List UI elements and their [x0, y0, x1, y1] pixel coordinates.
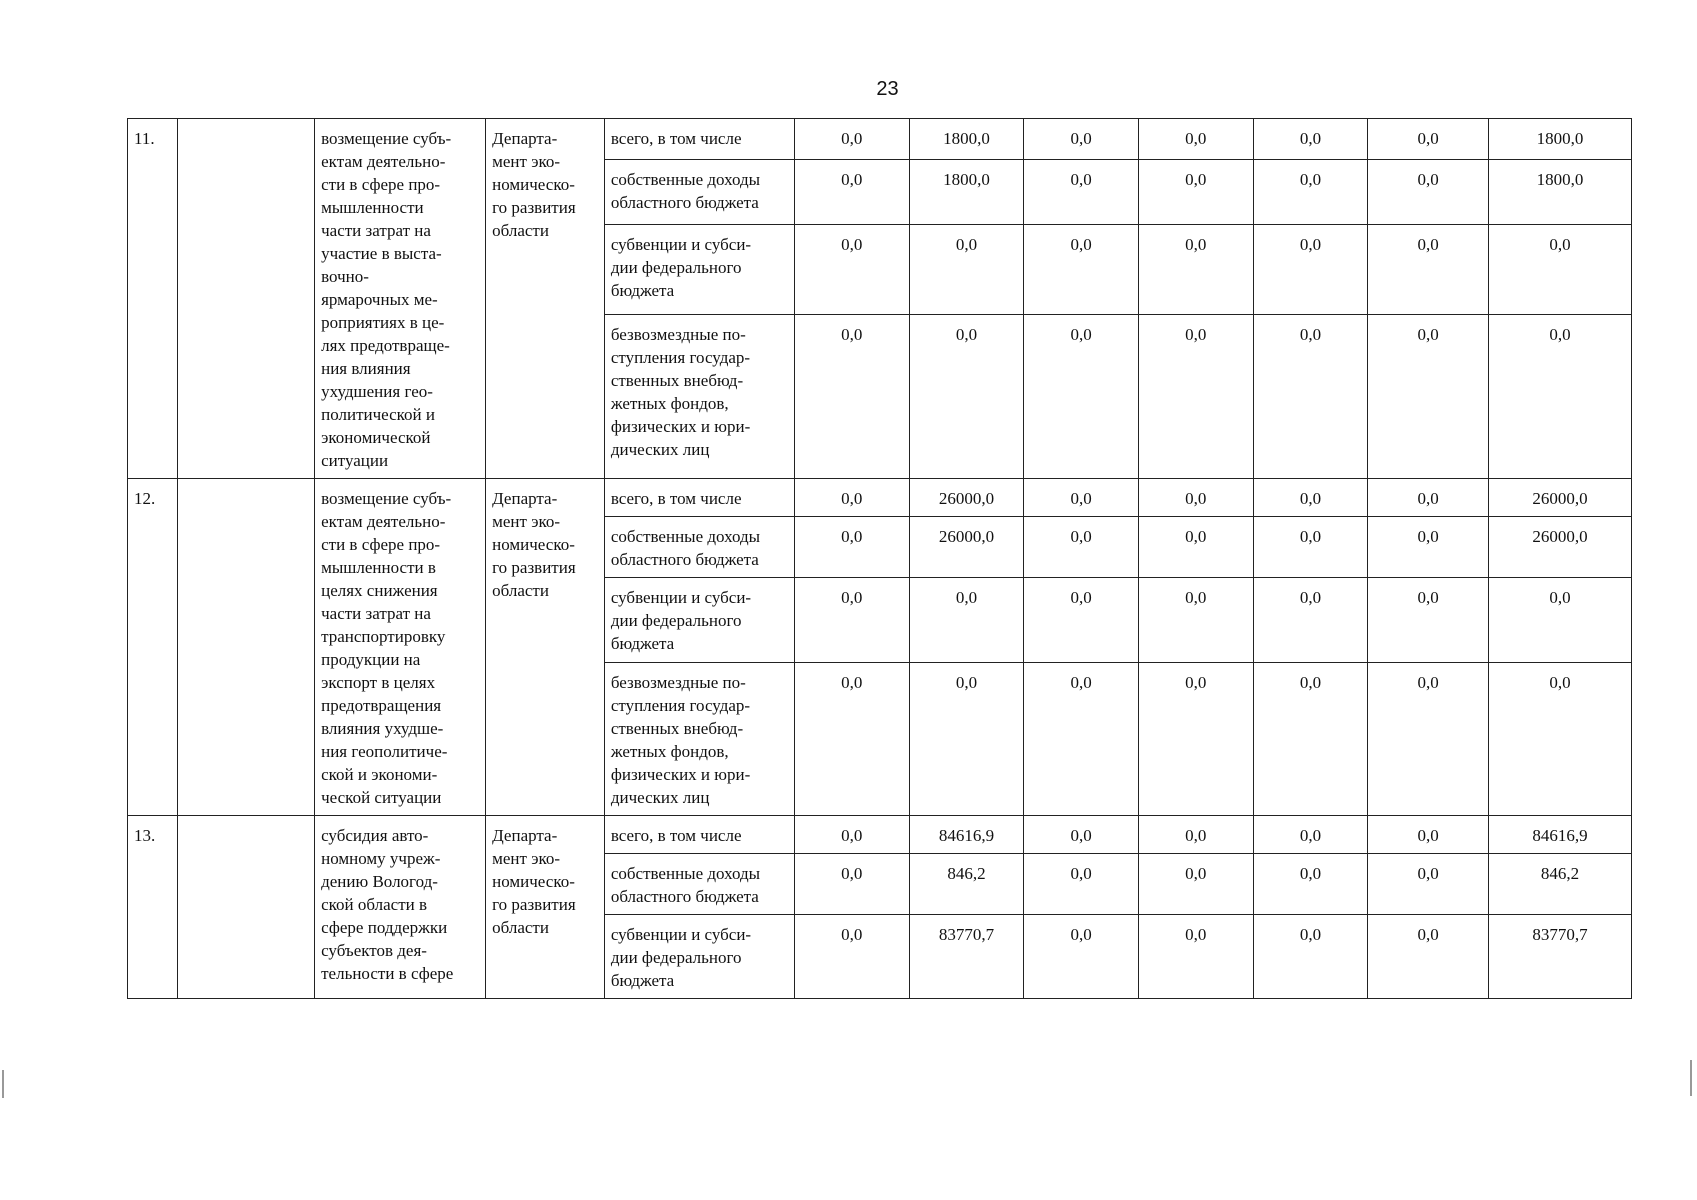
amount-cell: 0,0: [1253, 119, 1368, 160]
amount-cell: 0,0: [1024, 662, 1139, 815]
row-number: 11.: [128, 119, 178, 479]
measure-description: возмещение субъ- ектам деятельно- сти в сфере про- мышленности части затрат на участие в выста- вочно- ярмарочных ме- роприятиях в це- лях предотвраще- ния влияния ухудшения гео- политической и экономической ситуации: [315, 119, 486, 479]
table-row: [128, 119, 1632, 160]
amount-cell: 1800,0: [1489, 159, 1632, 224]
scan-edge-mark-right: [1690, 1060, 1692, 1096]
amount-cell: 0,0: [1024, 225, 1139, 315]
amount-cell: 0,0: [1368, 854, 1489, 915]
amount-cell: 0,0: [1253, 479, 1368, 517]
amount-cell: 0,0: [909, 315, 1024, 479]
amount-cell: 0,0: [794, 315, 909, 479]
amount-cell: 0,0: [1489, 315, 1632, 479]
amount-cell: 0,0: [1368, 159, 1489, 224]
empty-cell: [178, 119, 315, 479]
amount-cell: 0,0: [1024, 119, 1139, 160]
amount-cell: 0,0: [1138, 854, 1253, 915]
amount-cell: 0,0: [794, 578, 909, 662]
funding-source-label: всего, в том числе: [604, 119, 794, 160]
amount-cell: 0,0: [1138, 517, 1253, 578]
amount-cell: 0,0: [1138, 225, 1253, 315]
funding-source-label: субвенции и субси- дии федерального бюджета: [604, 225, 794, 315]
amount-cell: 0,0: [1253, 517, 1368, 578]
funding-source-label: собственные доходы областного бюджета: [604, 159, 794, 224]
amount-cell: 1800,0: [1489, 119, 1632, 160]
amount-cell: 1800,0: [909, 119, 1024, 160]
row-number: 13.: [128, 816, 178, 999]
amount-cell: 0,0: [1253, 159, 1368, 224]
funding-source-label: субвенции и субси- дии федерального бюджета: [604, 915, 794, 999]
amount-cell: 846,2: [909, 854, 1024, 915]
amount-cell: 0,0: [1253, 816, 1368, 854]
amount-cell: 83770,7: [1489, 915, 1632, 999]
table-row: [128, 816, 1632, 854]
amount-cell: 0,0: [1489, 225, 1632, 315]
amount-cell: 0,0: [1489, 662, 1632, 815]
responsible-department: Департа- мент эко- номическо- го развития области: [486, 479, 605, 816]
amount-cell: 0,0: [909, 225, 1024, 315]
responsible-department: Департа- мент эко- номическо- го развития области: [486, 816, 605, 999]
amount-cell: 0,0: [1368, 479, 1489, 517]
amount-cell: 0,0: [1024, 578, 1139, 662]
amount-cell: 0,0: [1253, 578, 1368, 662]
amount-cell: 0,0: [1138, 315, 1253, 479]
amount-cell: 83770,7: [909, 915, 1024, 999]
amount-cell: 26000,0: [909, 479, 1024, 517]
funding-source-label: субвенции и субси- дии федерального бюджета: [604, 578, 794, 662]
amount-cell: 0,0: [1138, 816, 1253, 854]
amount-cell: 0,0: [1138, 578, 1253, 662]
row-number: 12.: [128, 479, 178, 816]
amount-cell: 0,0: [1368, 578, 1489, 662]
amount-cell: 0,0: [1368, 915, 1489, 999]
funding-source-label: всего, в том числе: [604, 479, 794, 517]
scan-edge-mark-left: [2, 1070, 4, 1098]
amount-cell: 0,0: [794, 119, 909, 160]
amount-cell: 0,0: [794, 159, 909, 224]
amount-cell: 0,0: [1253, 915, 1368, 999]
amount-cell: 26000,0: [1489, 517, 1632, 578]
measure-description: возмещение субъ- ектам деятельно- сти в сфере про- мышленности в целях снижения части затрат на транспортировку продукции на экспорт в целях предотвращения влияния ухудше- ния геополитиче- ской и экономи- ческой ситуации: [315, 479, 486, 816]
amount-cell: 0,0: [1024, 479, 1139, 517]
amount-cell: 0,0: [1024, 816, 1139, 854]
table-row: [128, 479, 1632, 517]
amount-cell: 0,0: [1138, 915, 1253, 999]
amount-cell: 0,0: [1368, 662, 1489, 815]
amount-cell: 846,2: [1489, 854, 1632, 915]
amount-cell: 0,0: [794, 915, 909, 999]
amount-cell: 0,0: [794, 225, 909, 315]
amount-cell: 0,0: [1368, 517, 1489, 578]
amount-cell: 0,0: [1138, 159, 1253, 224]
amount-cell: 0,0: [794, 479, 909, 517]
empty-cell: [178, 816, 315, 999]
amount-cell: 0,0: [909, 662, 1024, 815]
empty-cell: [178, 479, 315, 816]
amount-cell: 0,0: [794, 854, 909, 915]
funding-source-label: собственные доходы областного бюджета: [604, 517, 794, 578]
amount-cell: 0,0: [1024, 915, 1139, 999]
amount-cell: 0,0: [1138, 119, 1253, 160]
amount-cell: 0,0: [1253, 225, 1368, 315]
amount-cell: 26000,0: [909, 517, 1024, 578]
amount-cell: 0,0: [1489, 578, 1632, 662]
amount-cell: 0,0: [1368, 225, 1489, 315]
amount-cell: 0,0: [1024, 517, 1139, 578]
amount-cell: 0,0: [1138, 479, 1253, 517]
amount-cell: 84616,9: [909, 816, 1024, 854]
amount-cell: 0,0: [1138, 662, 1253, 815]
amount-cell: 0,0: [1024, 315, 1139, 479]
funding-source-label: всего, в том числе: [604, 816, 794, 854]
amount-cell: 0,0: [1024, 854, 1139, 915]
amount-cell: 0,0: [1368, 816, 1489, 854]
amount-cell: 0,0: [1253, 315, 1368, 479]
amount-cell: 0,0: [909, 578, 1024, 662]
budget-table: [127, 118, 1632, 999]
amount-cell: 0,0: [1253, 854, 1368, 915]
amount-cell: 0,0: [1253, 662, 1368, 815]
amount-cell: 1800,0: [909, 159, 1024, 224]
amount-cell: 0,0: [794, 662, 909, 815]
amount-cell: 0,0: [1368, 119, 1489, 160]
funding-source-label: собственные доходы областного бюджета: [604, 854, 794, 915]
amount-cell: 0,0: [1024, 159, 1139, 224]
measure-description: субсидия авто- номному учреж- дению Вологод- ской области в сфере поддержки субъектов дея- тельности в сфере: [315, 816, 486, 999]
page-number: 23: [876, 78, 899, 100]
amount-cell: 26000,0: [1489, 479, 1632, 517]
responsible-department: Департа- мент эко- номическо- го развития области: [486, 119, 605, 479]
funding-source-label: безвозмездные по- ступления государ- ственных внебюд- жетных фондов, физических и юри- дических лиц: [604, 662, 794, 815]
funding-source-label: безвозмездные по- ступления государ- ственных внебюд- жетных фондов, физических и юри- дических лиц: [604, 315, 794, 479]
amount-cell: 0,0: [1368, 315, 1489, 479]
amount-cell: 0,0: [794, 517, 909, 578]
amount-cell: 84616,9: [1489, 816, 1632, 854]
amount-cell: 0,0: [794, 816, 909, 854]
